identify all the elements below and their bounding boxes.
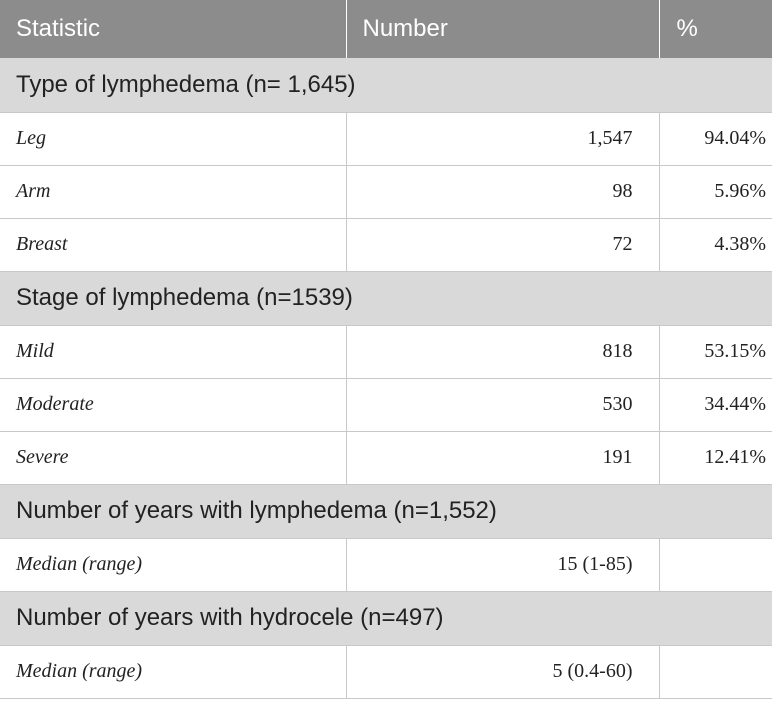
table-row bbox=[0, 218, 772, 271]
table-row bbox=[0, 325, 772, 378]
row-label: Leg bbox=[0, 112, 346, 165]
section-title: Number of years with hydrocele (n=497) bbox=[0, 591, 772, 645]
header-row bbox=[0, 0, 772, 58]
row-percent: 12.41% bbox=[659, 431, 772, 484]
row-percent: 4.38% bbox=[659, 218, 772, 271]
table-row bbox=[0, 378, 772, 431]
section-header-type bbox=[0, 58, 772, 112]
row-label: Severe bbox=[0, 431, 346, 484]
row-label: Median (range) bbox=[0, 538, 346, 591]
header-number: Number bbox=[346, 0, 659, 58]
header-percent: % bbox=[659, 0, 772, 58]
row-label: Arm bbox=[0, 165, 346, 218]
section-header-years-hydrocele bbox=[0, 591, 772, 645]
row-label: Breast bbox=[0, 218, 346, 271]
table-row bbox=[0, 165, 772, 218]
row-number: 530 bbox=[346, 378, 659, 431]
row-label: Median (range) bbox=[0, 645, 346, 698]
table-row bbox=[0, 112, 772, 165]
row-number: 5 (0.4-60) bbox=[346, 645, 659, 698]
header-statistic: Statistic bbox=[0, 0, 346, 58]
row-percent: 34.44% bbox=[659, 378, 772, 431]
row-percent: 5.96% bbox=[659, 165, 772, 218]
row-number: 72 bbox=[346, 218, 659, 271]
table-row bbox=[0, 538, 772, 591]
row-number: 191 bbox=[346, 431, 659, 484]
section-header-stage bbox=[0, 271, 772, 325]
table-row bbox=[0, 431, 772, 484]
row-percent: 53.15% bbox=[659, 325, 772, 378]
row-percent bbox=[659, 645, 772, 698]
row-percent: 94.04% bbox=[659, 112, 772, 165]
row-number: 1,547 bbox=[346, 112, 659, 165]
row-number: 98 bbox=[346, 165, 659, 218]
row-label: Moderate bbox=[0, 378, 346, 431]
row-number: 15 (1-85) bbox=[346, 538, 659, 591]
row-number: 818 bbox=[346, 325, 659, 378]
table-row bbox=[0, 645, 772, 698]
row-percent bbox=[659, 538, 772, 591]
section-title: Number of years with lymphedema (n=1,552) bbox=[0, 484, 772, 538]
section-header-years-lymphedema bbox=[0, 484, 772, 538]
row-label: Mild bbox=[0, 325, 346, 378]
section-title: Type of lymphedema (n= 1,645) bbox=[0, 58, 772, 112]
section-title: Stage of lymphedema (n=1539) bbox=[0, 271, 772, 325]
